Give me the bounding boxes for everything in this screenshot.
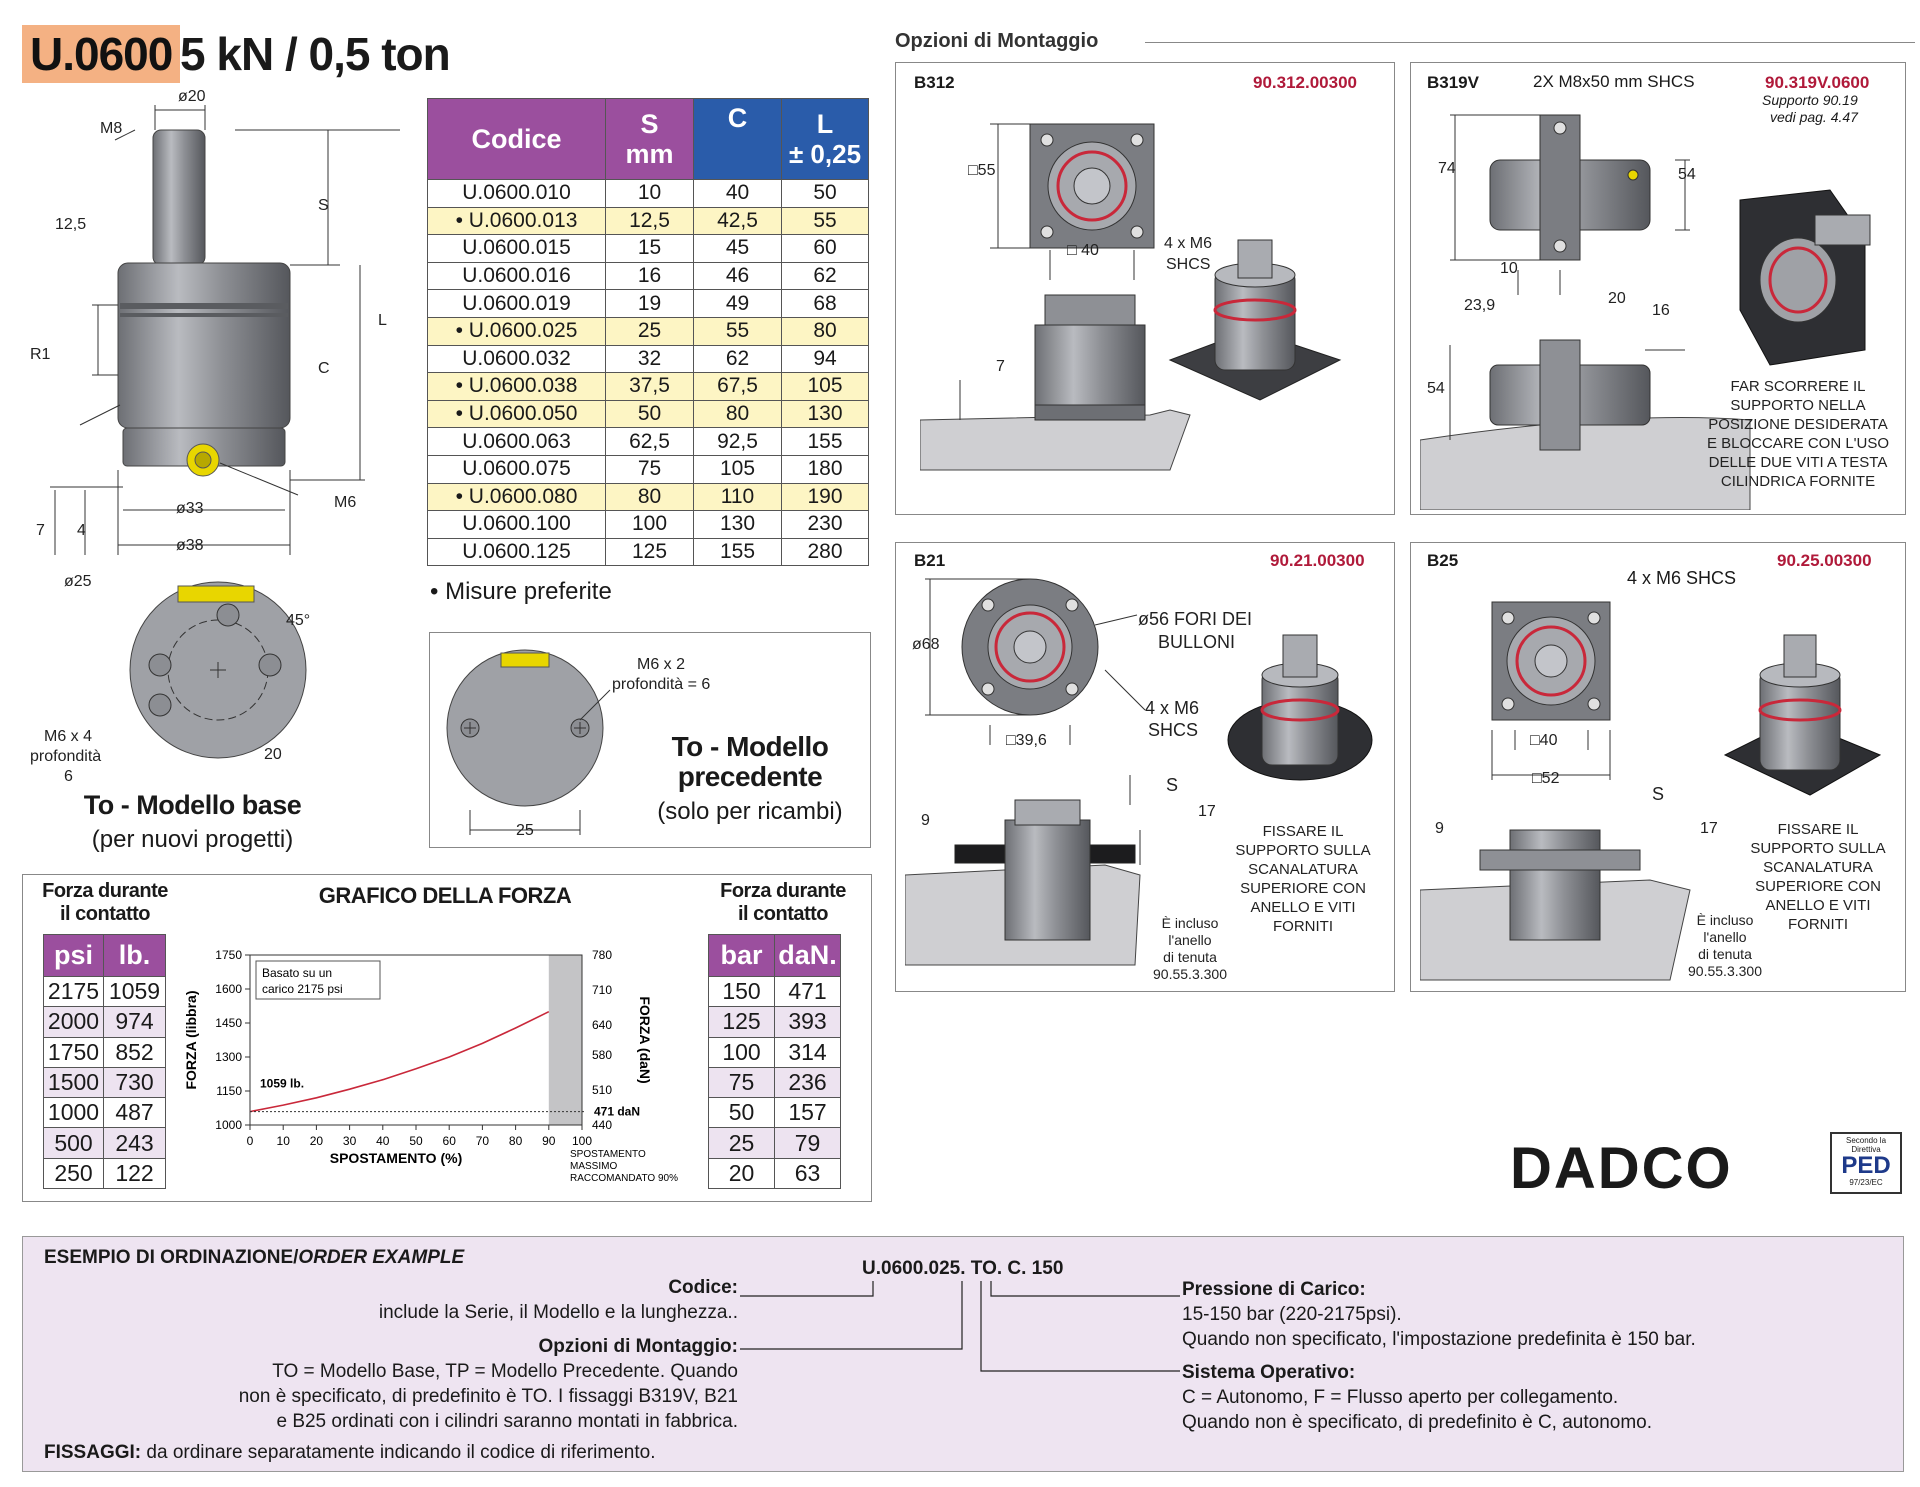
- table-cell: 243: [104, 1128, 166, 1158]
- cell-l: 60: [782, 235, 869, 263]
- header-dan: daN.: [775, 935, 841, 977]
- codice-label: Codice:: [668, 1277, 738, 1298]
- y-right-tick-label: 440: [592, 1118, 613, 1132]
- b319v-d20: 20: [1608, 290, 1626, 307]
- dim-6: 6: [64, 768, 73, 785]
- b312-d7: 7: [996, 358, 1005, 375]
- cell-l: 130: [782, 400, 869, 428]
- b25-d17: 17: [1700, 820, 1718, 837]
- opzioni-line-3: e B25 ordinati con i cilindri saranno montati in fabbrica.: [276, 1411, 738, 1432]
- opzioni-line-2: non è specificato, di predefinito è TO. I fissaggi B319V, B21: [238, 1386, 738, 1407]
- sistema-label: Sistema Operativo:: [1182, 1362, 1356, 1383]
- y-right-tick-label: 780: [592, 948, 613, 962]
- dim-d38: ø38: [176, 537, 204, 554]
- max-label-1: SPOSTAMENTO: [570, 1149, 646, 1160]
- y-right-tick-label: 580: [592, 1048, 613, 1062]
- cell-l: 190: [782, 483, 869, 511]
- x-axis-label: SPOSTAMENTO (%): [329, 1150, 463, 1166]
- cell-code: U.0600.015: [428, 235, 606, 263]
- b319v-code: 90.319V.0600: [1765, 73, 1870, 92]
- cell-code: U.0600.019: [428, 290, 606, 318]
- cell-c: 45: [694, 235, 782, 263]
- table-cell: 974: [104, 1007, 166, 1037]
- header-codice: Codice: [428, 99, 606, 180]
- sistema-line-1: C = Autonomo, F = Flusso aperto per collegamento.: [1182, 1387, 1619, 1408]
- ped-badge: Secondo la Direttiva PED 97/23/EC: [1830, 1132, 1902, 1194]
- b312-d40: □ 40: [1067, 242, 1099, 259]
- cell-l: 280: [782, 538, 869, 566]
- cell-c: 62: [694, 345, 782, 373]
- table-row: [44, 1067, 166, 1097]
- table-row: [44, 977, 166, 1007]
- x-tick-label: 80: [508, 1134, 523, 1148]
- cell-c: 55: [694, 317, 782, 345]
- mounting-heading: Opzioni di Montaggio: [895, 30, 1099, 52]
- dim-d25: ø25: [64, 573, 92, 590]
- force-curve: [250, 1012, 549, 1112]
- table-cell: 471: [775, 977, 841, 1007]
- y-axis-label: FORZA (libbra): [183, 990, 199, 1090]
- b312-name: B312: [914, 73, 955, 92]
- table-row: [709, 1158, 841, 1188]
- table-row: [428, 511, 869, 539]
- table-cell: 125: [709, 1007, 775, 1037]
- cell-code: U.0600.125: [428, 538, 606, 566]
- start-value-label: 1059 lb.: [260, 1076, 305, 1091]
- b21-note: FISSARE IL SUPPORTO SULLA SCANALATURA SUPERIORE CON ANELLO E VITI FORNITI: [1235, 823, 1371, 935]
- cell-code: U.0600.063: [428, 428, 606, 456]
- header-bar: bar: [709, 935, 775, 977]
- table-row: [428, 455, 869, 483]
- cell-c: 67,5: [694, 373, 782, 401]
- table-cell: 150: [709, 977, 775, 1007]
- b25-screws: 4 x M6 SHCS: [1627, 568, 1737, 588]
- length-table: [427, 98, 869, 566]
- header-c: C: [694, 99, 782, 180]
- force-right-title: Forza durante il contatto: [720, 880, 846, 925]
- cell-code: • U.0600.038: [428, 373, 606, 401]
- x-tick-label: 100: [571, 1134, 593, 1148]
- x-tick-label: 70: [475, 1134, 490, 1148]
- cell-s: 15: [606, 235, 694, 263]
- b25-note: FISSARE IL SUPPORTO SULLA SCANALATURA SUPERIORE CON ANELLO E VITI FORNITI: [1750, 821, 1886, 933]
- y-tick-label: 1750: [215, 948, 242, 962]
- cell-s: 75: [606, 455, 694, 483]
- model-force: 5 kN / 0,5 ton: [180, 28, 450, 80]
- header-lb: lb.: [104, 935, 166, 977]
- force-left-title: Forza durante il contatto: [42, 880, 168, 925]
- cell-c: 92,5: [694, 428, 782, 456]
- b312-screws-1: 4 x M6: [1164, 235, 1213, 252]
- b25-seal: È incluso l'anello di tenuta 90.55.3.300: [1688, 912, 1762, 979]
- annotation-line-2: carico 2175 psi: [262, 982, 343, 996]
- b21-holes-2: BULLONI: [1158, 632, 1236, 652]
- table-cell: 63: [775, 1158, 841, 1188]
- table-cell: 25: [709, 1128, 775, 1158]
- cell-c: 49: [694, 290, 782, 318]
- dim-20: 20: [264, 746, 282, 763]
- table-cell: 122: [104, 1158, 166, 1188]
- b21-screws-1: 4 x M6: [1145, 698, 1200, 718]
- table-cell: 1500: [44, 1067, 104, 1097]
- cell-s: 10: [606, 180, 694, 208]
- table-cell: 393: [775, 1007, 841, 1037]
- cell-s: 125: [606, 538, 694, 566]
- pressione-line-1: 15-150 bar (220-2175psi).: [1182, 1304, 1402, 1325]
- b319v-support-2: vedi pag. 4.47: [1770, 109, 1858, 125]
- opzioni-label: Opzioni di Montaggio:: [538, 1336, 738, 1357]
- b21-code: 90.21.00300: [1270, 551, 1365, 570]
- cell-l: 50: [782, 180, 869, 208]
- table-row: [44, 1037, 166, 1067]
- force-left-table: [43, 934, 166, 1189]
- cell-c: 155: [694, 538, 782, 566]
- table-row: [709, 1067, 841, 1097]
- cell-s: 50: [606, 400, 694, 428]
- dim-port: M6: [334, 494, 357, 511]
- b319v-screws: 2X M8x50 mm SHCS: [1533, 72, 1695, 91]
- preferred-footnote: • Misure preferite: [430, 578, 612, 605]
- cell-l: 180: [782, 455, 869, 483]
- b21-s: S: [1166, 775, 1179, 795]
- cell-c: 130: [694, 511, 782, 539]
- pressione-label: Pressione di Carico:: [1182, 1279, 1366, 1300]
- opzioni-line-1: TO = Modello Base, TP = Modello Precedente. Quando: [272, 1361, 738, 1382]
- order-connector-lines: [740, 1276, 1190, 1386]
- table-row: [428, 483, 869, 511]
- b21-d17: 17: [1198, 803, 1216, 820]
- header-l: L ± 0,25: [782, 99, 869, 180]
- b312-code: 90.312.00300: [1253, 73, 1357, 92]
- table-cell: 250: [44, 1158, 104, 1188]
- table-row: [428, 235, 869, 263]
- y-tick-label: 1000: [215, 1118, 242, 1132]
- cell-s: 80: [606, 483, 694, 511]
- dim-12-5: 12,5: [55, 216, 87, 233]
- table-row: [428, 207, 869, 235]
- cell-l: 80: [782, 317, 869, 345]
- cell-l: 94: [782, 345, 869, 373]
- dim-stroke: S: [318, 197, 329, 214]
- table-row: [709, 1128, 841, 1158]
- b21-d9: 9: [921, 812, 930, 829]
- right-value-label: 471 daN: [594, 1104, 641, 1119]
- b25-code: 90.25.00300: [1777, 551, 1872, 570]
- table-cell: 500: [44, 1128, 104, 1158]
- b319v-support-1: Supporto 90.19: [1762, 92, 1858, 108]
- x-tick-label: 90: [542, 1134, 556, 1148]
- cell-s: 62,5: [606, 428, 694, 456]
- b25-s: S: [1652, 784, 1665, 804]
- x-tick-label: 50: [409, 1134, 423, 1148]
- b25-d52: □52: [1532, 770, 1560, 787]
- cell-s: 37,5: [606, 373, 694, 401]
- table-cell: 2175: [44, 977, 104, 1007]
- cell-s: 32: [606, 345, 694, 373]
- cell-code: U.0600.032: [428, 345, 606, 373]
- dim-profondita: profondità: [30, 748, 102, 765]
- dim-thread: M8: [100, 120, 123, 137]
- table-row: [709, 1098, 841, 1128]
- table-cell: 2000: [44, 1007, 104, 1037]
- cell-s: 25: [606, 317, 694, 345]
- force-right-table: [708, 934, 841, 1189]
- table-row: [709, 977, 841, 1007]
- dim-m6x4: M6 x 4: [44, 728, 93, 745]
- table-row: [428, 400, 869, 428]
- table-cell: 487: [104, 1098, 166, 1128]
- table-cell: 1750: [44, 1037, 104, 1067]
- b319v-d74: 74: [1438, 160, 1456, 177]
- b25-name: B25: [1427, 551, 1459, 570]
- y-tick-label: 1600: [215, 982, 242, 996]
- dim-4: 4: [77, 522, 86, 539]
- cell-l: 68: [782, 290, 869, 318]
- prev-model-caption: To - Modello precedente: [671, 731, 829, 792]
- table-row: [709, 1037, 841, 1067]
- cell-code: U.0600.016: [428, 262, 606, 290]
- table-cell: 1000: [44, 1098, 104, 1128]
- base-model-subcaption: (per nuovi progetti): [91, 826, 294, 853]
- y-right-tick-label: 710: [592, 983, 613, 997]
- prev-m6x2: M6 x 2: [637, 656, 686, 673]
- cell-l: 62: [782, 262, 869, 290]
- table-cell: 79: [775, 1128, 841, 1158]
- max-stroke-region: [549, 955, 582, 1125]
- b21-d68: ø68: [912, 636, 940, 653]
- table-cell: 50: [709, 1098, 775, 1128]
- table-cell: 314: [775, 1037, 841, 1067]
- heading-rule: [1145, 42, 1915, 43]
- cell-code: U.0600.010: [428, 180, 606, 208]
- b319v-d23-9: 23,9: [1464, 297, 1496, 314]
- prev-d25: 25: [516, 822, 534, 839]
- b21-seal: È incluso l'anello di tenuta 90.55.3.300: [1153, 915, 1227, 982]
- cell-c: 105: [694, 455, 782, 483]
- table-row: [428, 428, 869, 456]
- table-row: [44, 1098, 166, 1128]
- b25-d40: □40: [1530, 732, 1558, 749]
- prev-model-subcaption: (solo per ricambi): [657, 798, 843, 825]
- cell-l: 55: [782, 207, 869, 235]
- table-row: [428, 290, 869, 318]
- model-code: U.0600: [22, 25, 180, 83]
- header-s: S mm: [606, 99, 694, 180]
- dim-d33: ø33: [176, 500, 204, 517]
- b319v-d54a: 54: [1678, 166, 1696, 183]
- table-cell: 75: [709, 1067, 775, 1097]
- y-right-tick-label: 640: [592, 1018, 613, 1032]
- table-row: [44, 1007, 166, 1037]
- x-tick-label: 30: [342, 1134, 357, 1148]
- b21-name: B21: [914, 551, 946, 570]
- force-chart: [160, 935, 700, 1200]
- y-right-tick-label: 510: [592, 1083, 613, 1097]
- cell-code: • U.0600.050: [428, 400, 606, 428]
- table-row: [44, 1128, 166, 1158]
- cell-s: 12,5: [606, 207, 694, 235]
- header-psi: psi: [44, 935, 104, 977]
- b319v-d54b: 54: [1427, 380, 1445, 397]
- dim-7: 7: [36, 522, 45, 539]
- order-example-code: U.0600.025. TO. C. 150: [862, 1258, 1064, 1279]
- table-row: [44, 1158, 166, 1188]
- cell-c: 80: [694, 400, 782, 428]
- cell-code: U.0600.075: [428, 455, 606, 483]
- b312-d55: □55: [968, 162, 996, 179]
- dim-angle: 45°: [286, 612, 311, 629]
- prev-depth: profondità = 6: [612, 676, 711, 693]
- sistema-line-2: Quando non è specificato, di predefinito è C, autonomo.: [1182, 1412, 1653, 1433]
- table-cell: 20: [709, 1158, 775, 1188]
- x-tick-label: 20: [309, 1134, 324, 1148]
- fissaggi-note: FISSAGGI: da ordinare separatamente indicando il codice di riferimento.: [44, 1442, 656, 1463]
- table-cell: 157: [775, 1098, 841, 1128]
- b21-screws-2: SHCS: [1148, 720, 1199, 740]
- x-tick-label: 10: [276, 1134, 290, 1148]
- x-tick-label: 40: [376, 1134, 390, 1148]
- y-tick-label: 1300: [215, 1050, 242, 1064]
- table-row: [709, 1007, 841, 1037]
- cell-code: • U.0600.080: [428, 483, 606, 511]
- dadco-logo: DADCO: [1510, 1136, 1733, 1201]
- table-cell: 852: [104, 1037, 166, 1067]
- dim-rod-diameter: ø20: [178, 88, 206, 105]
- table-row: [428, 180, 869, 208]
- chart-title: GRAFICO DELLA FORZA: [318, 883, 572, 908]
- table-row: [428, 538, 869, 566]
- y-right-axis-label: FORZA (daN): [637, 996, 653, 1084]
- cell-c: 40: [694, 180, 782, 208]
- base-model-caption: To - Modello base: [83, 790, 302, 820]
- cell-s: 100: [606, 511, 694, 539]
- cell-l: 230: [782, 511, 869, 539]
- dim-radius: R1: [30, 346, 51, 363]
- b21-holes-1: ø56 FORI DEI: [1138, 609, 1253, 629]
- b319v-d10: 10: [1500, 260, 1518, 277]
- pressione-line-2: Quando non specificato, l'impostazione predefinita è 150 bar.: [1182, 1329, 1696, 1350]
- dim-length: L: [378, 312, 387, 329]
- table-row: [428, 317, 869, 345]
- table-cell: 730: [104, 1067, 166, 1097]
- b312-screws-2: SHCS: [1166, 256, 1211, 273]
- y-tick-label: 1450: [215, 1016, 242, 1030]
- table-row: [428, 345, 869, 373]
- table-row: [428, 373, 869, 401]
- cell-l: 105: [782, 373, 869, 401]
- cell-code: U.0600.100: [428, 511, 606, 539]
- table-cell: 100: [709, 1037, 775, 1067]
- max-label-2: MASSIMO: [570, 1161, 618, 1172]
- b25-d9: 9: [1435, 820, 1444, 837]
- cell-c: 46: [694, 262, 782, 290]
- x-tick-label: 0: [246, 1134, 254, 1148]
- b319v-name: B319V: [1427, 73, 1479, 92]
- cylinder-side-drawing: [20, 85, 400, 565]
- max-label-3: RACCOMANDATO 90%: [570, 1173, 678, 1184]
- order-title: ESEMPIO DI ORDINAZIONE/ORDER EXAMPLE: [44, 1247, 465, 1268]
- table-row: [428, 262, 869, 290]
- cell-code: • U.0600.025: [428, 317, 606, 345]
- x-tick-label: 60: [442, 1134, 456, 1148]
- cell-c: 42,5: [694, 207, 782, 235]
- annotation-line-1: Basato su un: [262, 966, 333, 980]
- codice-text: include la Serie, il Modello e la lunghezza..: [378, 1302, 738, 1323]
- dim-body: C: [318, 360, 330, 377]
- cell-s: 19: [606, 290, 694, 318]
- cell-l: 155: [782, 428, 869, 456]
- b319v-d16: 16: [1652, 302, 1670, 319]
- cell-code: • U.0600.013: [428, 207, 606, 235]
- cell-s: 16: [606, 262, 694, 290]
- b21-d39-6: □39,6: [1006, 732, 1047, 749]
- base-view-drawing: [100, 570, 340, 790]
- b319v-note: FAR SCORRERE IL SUPPORTO NELLA POSIZIONE DESIDERATA E BLOCCARE CON L'USO DELLE DUE VITI A TESTA CILINDRICA FORNITE: [1706, 378, 1890, 490]
- previous-model-drawing: [440, 645, 620, 845]
- table-cell: 236: [775, 1067, 841, 1097]
- y-tick-label: 1150: [216, 1084, 242, 1098]
- table-cell: 1059: [104, 977, 166, 1007]
- cell-c: 110: [694, 483, 782, 511]
